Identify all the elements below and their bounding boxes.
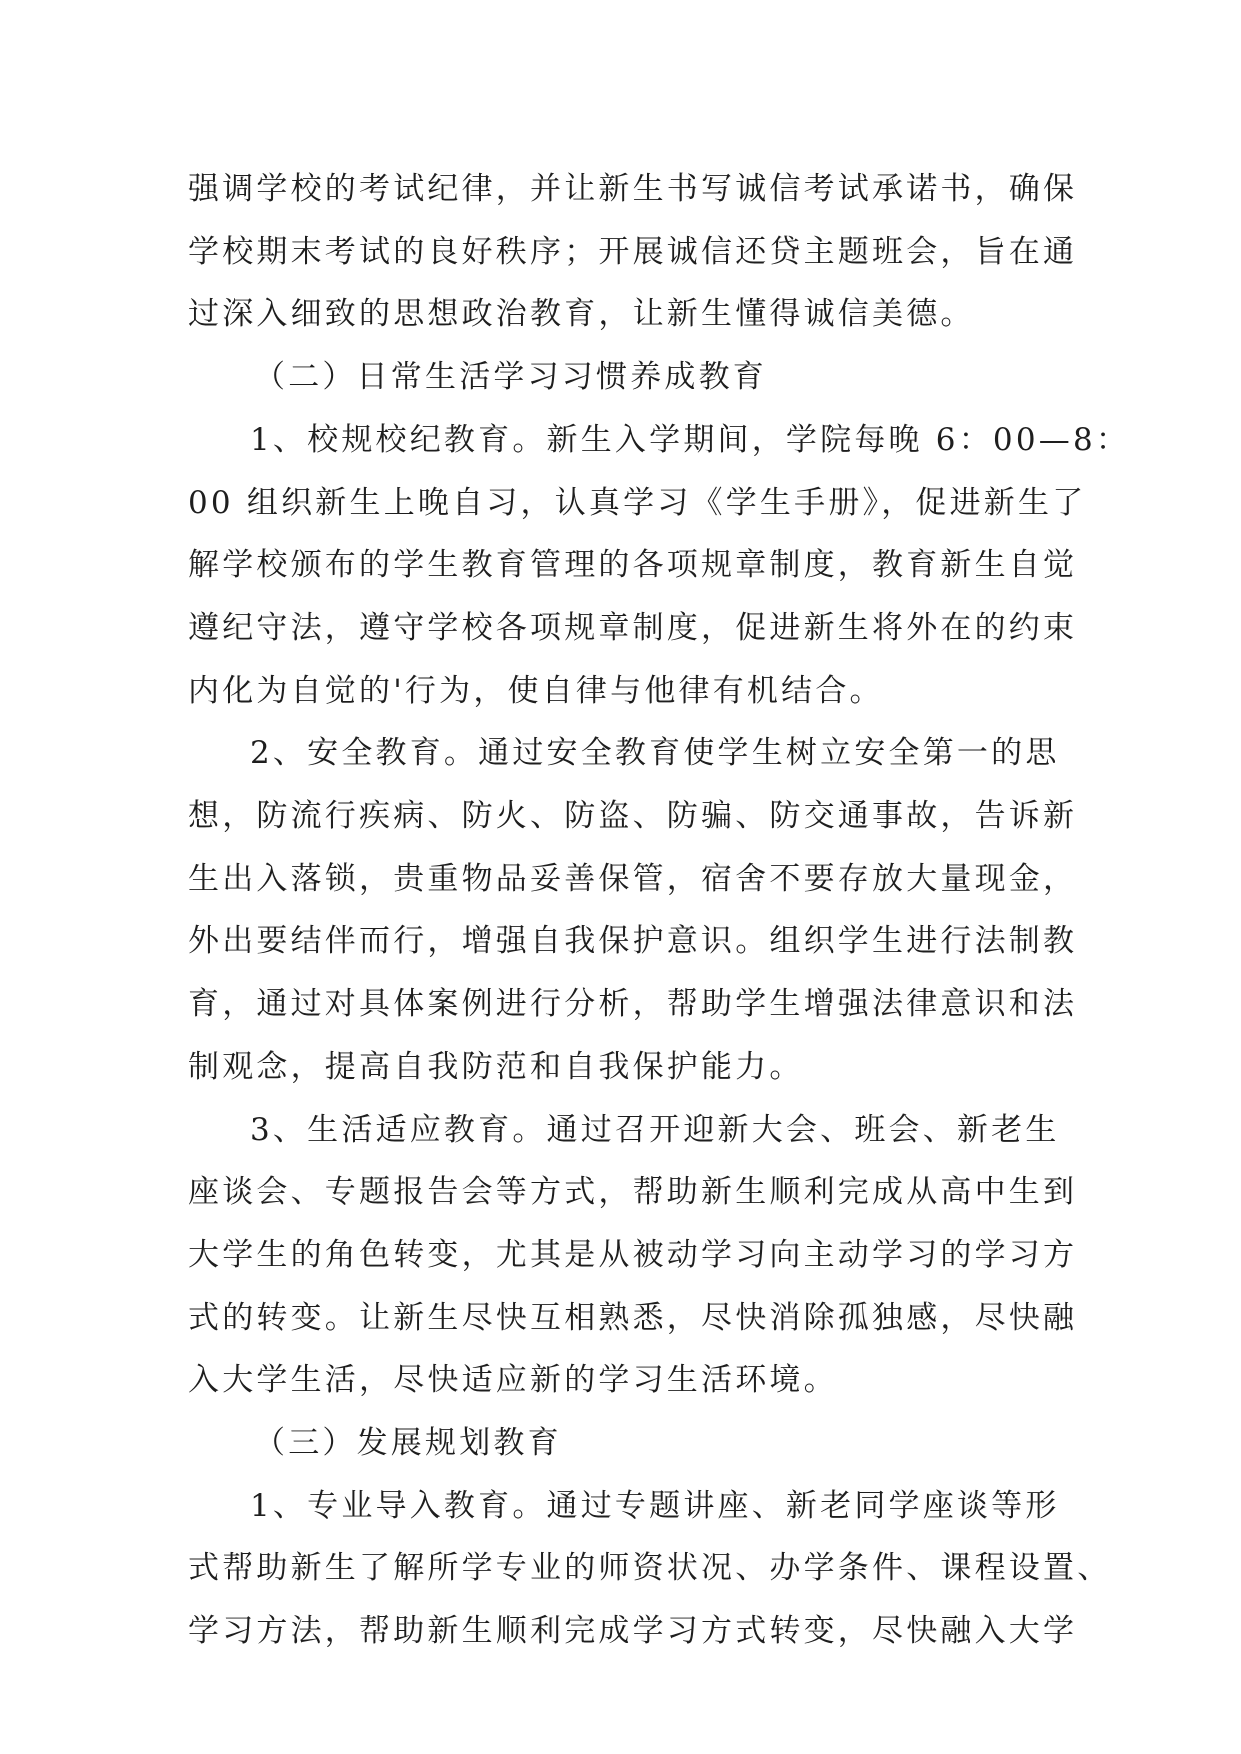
section-heading: （二）日常生活学习习惯养成教育 [254, 359, 767, 396]
paragraph-line: 过深入细致的思想政治教育，让新生懂得诚信美德。 [188, 296, 975, 333]
paragraph-line: 学校期末考试的良好秩序；开展诚信还贷主题班会，旨在通 [188, 233, 1078, 270]
paragraph-line: 生出入落锁，贵重物品妥善保管，宿舍不要存放大量现金， [188, 860, 1078, 897]
paragraph-line: 想，防流行疾病、防火、防盗、防骗、防交通事故，告诉新 [188, 798, 1078, 835]
paragraph-line: 遵纪守法，遵守学校各项规章制度，促进新生将外在的约束 [188, 609, 1078, 646]
paragraph-line: 育，通过对具体案例进行分析，帮助学生增强法律意识和法 [188, 986, 1078, 1023]
section-heading: （三）发展规划教育 [254, 1425, 562, 1462]
paragraph-line: 强调学校的考试纪律，并让新生书写诚信考试承诺书，确保 [188, 171, 1078, 207]
paragraph-line: 制观念，提高自我防范和自我保护能力。 [188, 1048, 804, 1085]
paragraph-line: 1、校规校纪教育。新生入学期间，学院每晚 6：00—8： [250, 421, 1131, 458]
paragraph-line: 入大学生活，尽快适应新的学习生活环境。 [188, 1362, 838, 1399]
paragraph-line: 3、生活适应教育。通过召开迎新大会、班会、新老生 [250, 1111, 1060, 1148]
paragraph-line: 大学生的角色转变，尤其是从被动学习向主动学习的学习方 [188, 1236, 1078, 1273]
paragraph-line: 式帮助新生了解所学专业的师资状况、办学条件、课程设置、 [188, 1550, 1112, 1587]
document-body [188, 158, 1131, 1663]
paragraph-line: 内化为自觉的'行为，使自律与他律有机结合。 [188, 672, 884, 709]
paragraph-line: 外出要结伴而行，增强自我保护意识。组织学生进行法制教 [188, 923, 1078, 960]
paragraph-line: 2、安全教育。通过安全教育使学生树立安全第一的思 [250, 735, 1060, 772]
paragraph-line: 解学校颁布的学生教育管理的各项规章制度，教育新生自觉 [188, 547, 1078, 584]
paragraph-line: 学习方法，帮助新生顺利完成学习方式转变，尽快融入大学 [188, 1613, 1078, 1650]
paragraph-line: 1、专业导入教育。通过专题讲座、新老同学座谈等形 [250, 1487, 1060, 1524]
paragraph-line: 座谈会、专题报告会等方式，帮助新生顺利完成从高中生到 [188, 1174, 1078, 1211]
paragraph-line: 00 组织新生上晚自习，认真学习《学生手册》，促进新生了 [188, 484, 1087, 521]
paragraph-line: 式的转变。让新生尽快互相熟悉，尽快消除孤独感，尽快融 [188, 1299, 1078, 1336]
